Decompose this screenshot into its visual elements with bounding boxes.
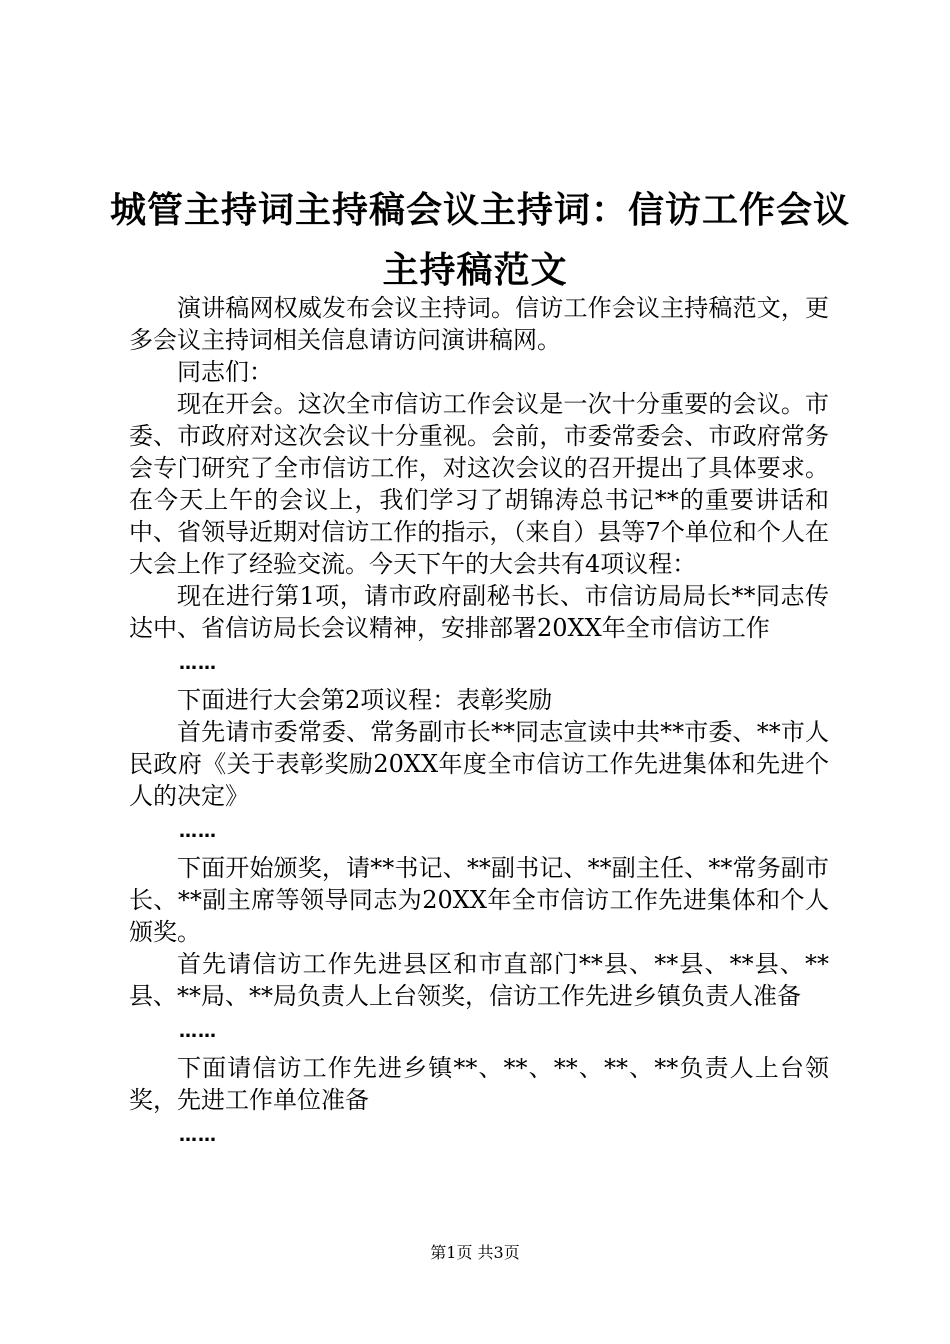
township-awards-paragraph: 下面请信访工作先进乡镇**、**、**、**、**负责人上台领奖，先进工作单位准备 bbox=[129, 1054, 829, 1114]
document-title-line-2: 主持稿范文 bbox=[382, 249, 568, 291]
ellipsis: …… bbox=[179, 1125, 217, 1146]
agenda-item-2-heading: 下面进行大会第2项议程：表彰奖励 bbox=[177, 686, 553, 714]
page-number-footer: 第1页 共3页 bbox=[430, 1243, 520, 1262]
ellipsis: …… bbox=[179, 653, 217, 674]
document-body bbox=[129, 292, 829, 1156]
agenda-item-1-paragraph: 现在进行第1项，请市政府副秘书长、市信访局局长**同志传达中、省信访局长会议精神，安排部署20XX年全市信访工作 bbox=[129, 582, 829, 642]
opening-paragraph: 现在开会。这次全市信访工作会议是一次十分重要的会议。市委、市政府对这次会议十分重视。会前，市委常委会、市政府常务会专门研究了全市信访工作，对这次会议的召开提出了具体要求。在今天上午的会议上，我们学习了胡锦涛总书记**的重要讲话和中、省领导近期对信访工作的指示，（来自）县等7个单位和个人在大会上作了经验交流。今天下午的大会共有4项议程： bbox=[129, 390, 829, 578]
ellipsis: …… bbox=[179, 821, 217, 842]
intro-paragraph: 演讲稿网权威发布会议主持词。信访工作会议主持稿范文，更多会议主持词相关信息请访问演讲稿网。 bbox=[129, 294, 829, 354]
document-title-line-1: 城管主持词主持稿会议主持词：信访工作会议 bbox=[110, 189, 851, 231]
salutation: 同志们： bbox=[177, 358, 273, 386]
ellipsis: …… bbox=[179, 1021, 217, 1042]
award-ceremony-paragraph: 下面开始颁奖，请**书记、**副书记、**副主任、**常务副市长、**副主席等领导同志为20XX年全市信访工作先进集体和个人颁奖。 bbox=[129, 854, 829, 946]
award-decision-paragraph: 首先请市委常委、常务副市长**同志宣读中共**市委、**市人民政府《关于表彰奖励20XX年度全市信访工作先进集体和先进个人的决定》 bbox=[129, 718, 829, 810]
county-awards-paragraph: 首先请信访工作先进县区和市直部门**县、**县、**县、**县、**局、**局负责人上台领奖，信访工作先进乡镇负责人准备 bbox=[129, 950, 829, 1010]
